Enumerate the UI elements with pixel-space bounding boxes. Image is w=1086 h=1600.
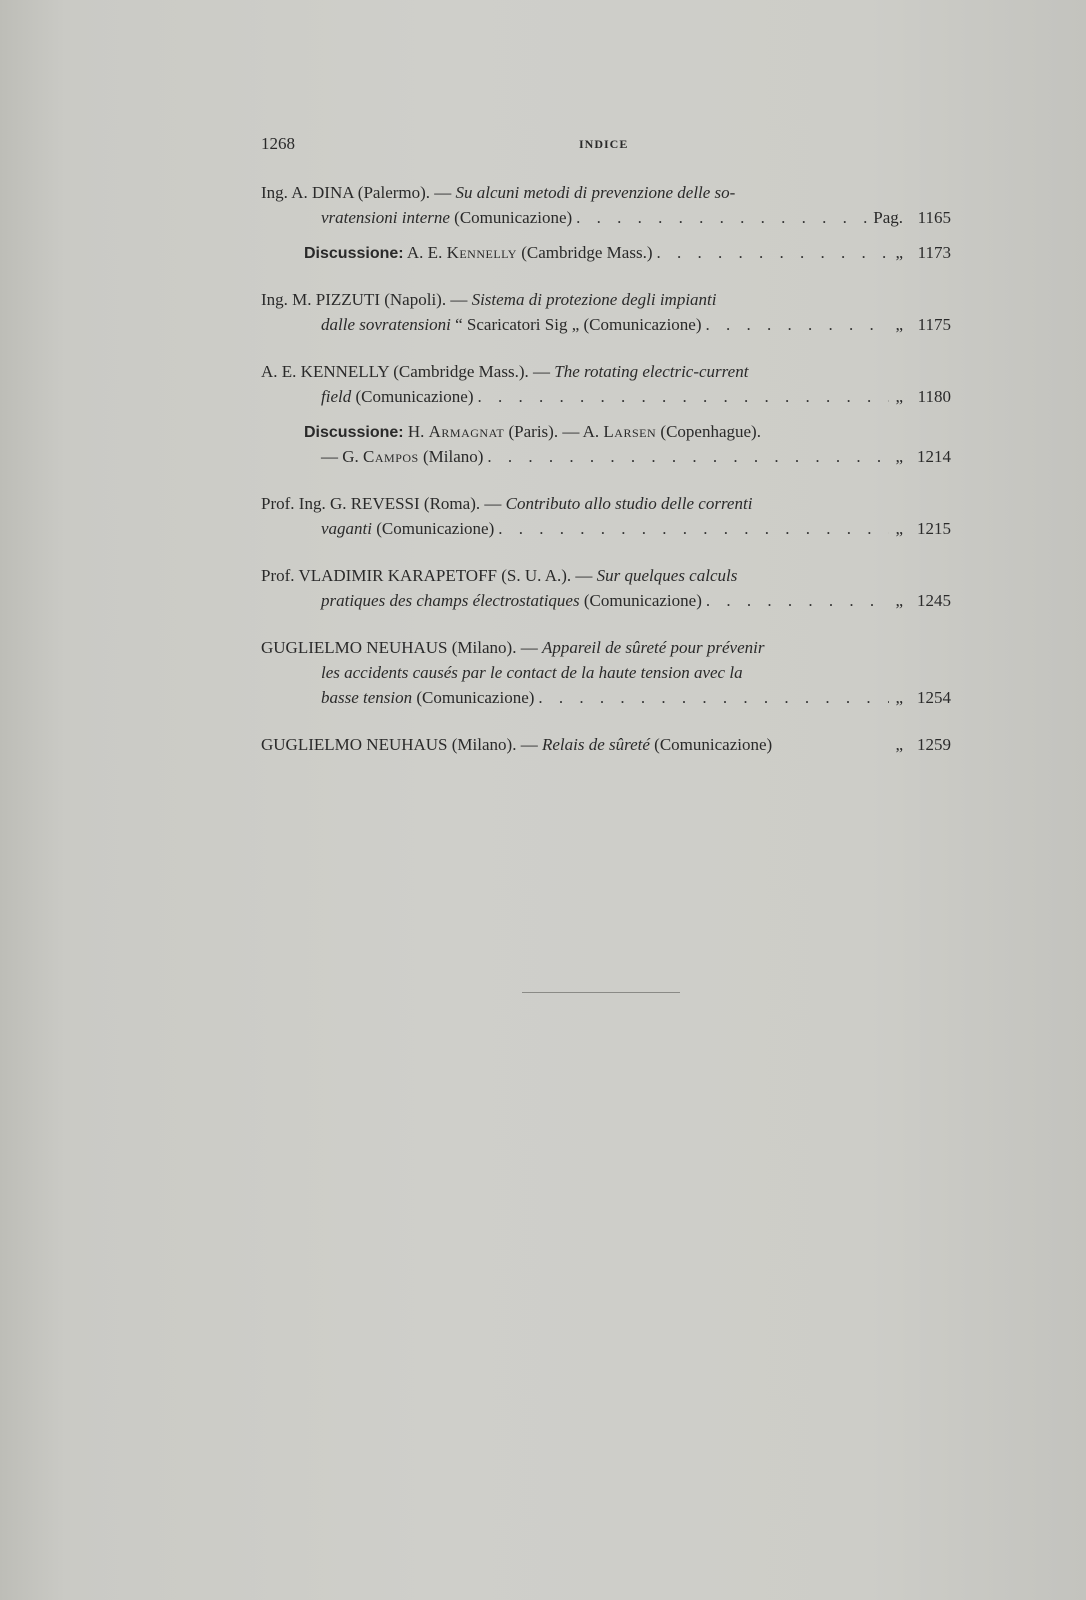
page-ref: 1259 xyxy=(917,735,951,754)
index-entry xyxy=(261,732,951,757)
entry-title: dalle sovratensioni xyxy=(321,315,451,334)
discussion-label: Discussione: xyxy=(304,424,404,441)
entry-text: — G. xyxy=(321,447,364,466)
entry-note: “ Scaricatori Sig „ (Comunicazione) xyxy=(450,315,702,334)
entry-line xyxy=(261,359,951,384)
entry-note: (Comunicazione) xyxy=(579,591,702,610)
leader-dots xyxy=(473,384,889,409)
entry-text: (Copenhague). xyxy=(656,422,761,441)
entry-text: (Paris). — A. xyxy=(504,422,604,441)
end-rule xyxy=(522,992,680,993)
entry-note: (Comunicazione) xyxy=(372,519,495,538)
entry-line xyxy=(261,287,951,312)
index-entry xyxy=(261,287,951,337)
entry-line xyxy=(261,384,951,409)
index-entries xyxy=(261,180,951,757)
entry-title: Sur quelques calculs xyxy=(596,566,738,585)
page-ref: 1180 xyxy=(917,387,951,406)
entry-title: pratiques des champs électrostatiques xyxy=(321,591,580,610)
leader-dots xyxy=(702,588,890,613)
leader-dots xyxy=(483,444,889,469)
entry-note: (Comunicazione) xyxy=(412,688,535,707)
entry-author: Prof. Ing. G. REVESSI (Roma). — xyxy=(261,494,506,513)
discussant-name: Kennelly xyxy=(446,243,517,262)
entry-text: (Milano) xyxy=(418,447,484,466)
leader-dots xyxy=(572,205,867,230)
discussion-entry xyxy=(261,240,951,265)
entry-note: (Comunicazione) xyxy=(351,387,474,406)
entry-author: GUGLIELMO NEUHAUS (Milano). — xyxy=(261,735,542,754)
entry-title: Su alcuni metodi di prevenzione delle so- xyxy=(455,183,736,202)
entry-title: The rotating electric-current xyxy=(554,362,749,381)
page-ref: 1254 xyxy=(917,688,951,707)
entry-note: (Comunicazione) xyxy=(649,735,773,754)
entry-line xyxy=(261,588,951,613)
page-prefix: „ xyxy=(895,315,903,334)
entry-title: vaganti xyxy=(321,519,372,538)
entry-author: Prof. VLADIMIR KARAPETOFF (S. U. A.). — xyxy=(261,566,597,585)
entry-line xyxy=(261,635,951,660)
entry-line xyxy=(261,444,951,469)
page-prefix: „ xyxy=(895,387,903,406)
entry-line xyxy=(261,732,951,757)
page-ref: 1165 xyxy=(917,208,951,227)
page-ref: 1245 xyxy=(917,591,951,610)
entry-line xyxy=(261,419,951,444)
page-number: 1268 xyxy=(261,134,295,153)
entry-line xyxy=(261,660,951,685)
index-entry xyxy=(261,180,951,230)
entry-line xyxy=(261,563,951,588)
index-entry xyxy=(261,491,951,541)
leader-dots xyxy=(494,516,889,541)
discussant-name: Campos xyxy=(363,447,419,466)
leader-dots xyxy=(534,685,889,710)
discussant-name: Larsen xyxy=(603,422,657,441)
page-prefix: „ xyxy=(895,591,903,610)
entry-title: Relais de sûreté xyxy=(541,735,650,754)
page-ref: 1214 xyxy=(917,447,951,466)
entry-line xyxy=(261,685,951,710)
page-prefix: „ xyxy=(895,519,903,538)
page-ref: 1175 xyxy=(917,315,951,334)
entry-line xyxy=(261,491,951,516)
entry-text: (Cambridge Mass.) xyxy=(516,243,653,262)
page-prefix: „ xyxy=(895,735,903,754)
entry-title: vratensioni interne xyxy=(321,208,450,227)
page-prefix: „ xyxy=(895,243,903,262)
leader-dots xyxy=(653,240,890,265)
entry-author: GUGLIELMO NEUHAUS (Milano). — xyxy=(261,638,542,657)
entry-line xyxy=(261,205,951,230)
entry-note: (Comunicazione) xyxy=(449,208,573,227)
entry-title: basse tension xyxy=(321,688,413,707)
discussion-label: Discussione: xyxy=(304,245,404,262)
discussant-name: Armagnat xyxy=(428,422,505,441)
running-title: INDICE xyxy=(579,137,629,151)
entry-author: Ing. A. DINA (Palermo). — xyxy=(261,183,456,202)
entry-title: field xyxy=(321,387,352,406)
entry-line xyxy=(261,516,951,541)
entry-author: A. E. KENNELLY (Cambridge Mass.). — xyxy=(261,362,555,381)
index-entry xyxy=(261,635,951,710)
entry-author: Ing. M. PIZZUTI (Napoli). — xyxy=(261,290,472,309)
page-prefix: Pag. xyxy=(873,208,903,227)
entry-title: les accidents causés par le contact de la haute tension avec la xyxy=(321,663,743,682)
entry-title: Appareil de sûreté pour prévenir xyxy=(541,638,765,657)
entry-line xyxy=(261,240,951,265)
page-ref: 1215 xyxy=(917,519,951,538)
entry-line xyxy=(261,180,951,205)
entry-title: Contributo allo studio delle correnti xyxy=(505,494,753,513)
page-header xyxy=(261,134,951,158)
entry-text: H. xyxy=(403,422,429,441)
index-entry xyxy=(261,359,951,409)
leader-dots xyxy=(702,312,890,337)
entry-text: A. E. xyxy=(403,243,447,262)
page-ref: 1173 xyxy=(917,243,951,262)
entry-title: Sistema di protezione degli impianti xyxy=(471,290,717,309)
page-prefix: „ xyxy=(895,447,903,466)
index-entry xyxy=(261,563,951,613)
page-prefix: „ xyxy=(895,688,903,707)
entry-line xyxy=(261,312,951,337)
discussion-entry xyxy=(261,419,951,469)
